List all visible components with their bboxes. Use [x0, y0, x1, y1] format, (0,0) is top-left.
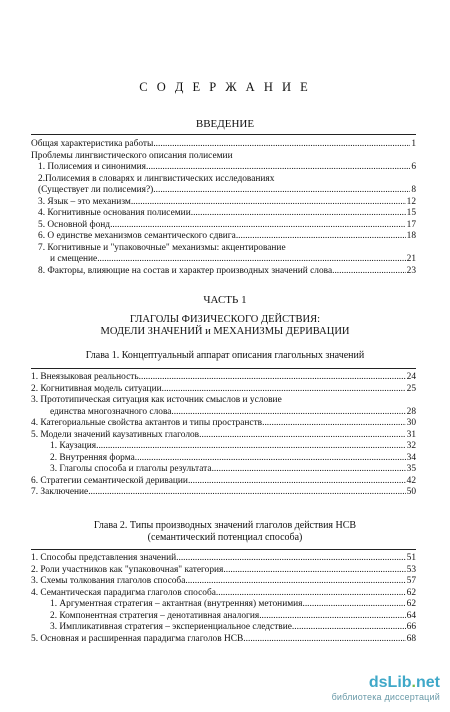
toc-entry-page: 32 — [406, 441, 416, 451]
toc-entry-text: 7. Заключение ..... — [31, 487, 416, 499]
toc-entry-text: 2. Внутренняя форма ..... — [31, 453, 416, 465]
toc-entry-page: 62 — [406, 587, 416, 598]
toc-entry — [31, 588, 416, 600]
toc-entry — [31, 208, 416, 220]
toc-entry — [31, 476, 416, 488]
chapter1-list — [31, 372, 416, 499]
toc-entry-page: 24 — [406, 372, 416, 382]
toc-entry — [31, 634, 416, 646]
toc-entry-text: 3. Импликативная стратегия – экспериенциальное следствие ..... — [31, 622, 416, 634]
toc-entry-page: 64 — [406, 610, 416, 621]
toc-entry — [31, 372, 416, 384]
toc-entry-page: 21 — [406, 254, 416, 264]
toc-entry — [31, 151, 416, 163]
toc-entry-text: и смещение ..... — [31, 254, 416, 266]
toc-entry-text: 1. Полисемия и синонимия ..... — [31, 162, 416, 174]
chapter2-heading-line2: (семантический потенциал способа) — [147, 532, 303, 543]
toc-entry-page: 42 — [406, 475, 416, 486]
toc-entry — [31, 553, 416, 565]
page-title: С О Д Е Р Ж А Н И Е — [139, 80, 311, 94]
toc-entry-page: 6 — [411, 162, 416, 172]
toc-entry — [31, 441, 416, 453]
watermark-logo — [330, 674, 440, 692]
toc-entry — [31, 266, 416, 278]
toc-entry — [31, 162, 416, 174]
toc-entry — [31, 418, 416, 430]
toc-entry-page: 18 — [406, 231, 416, 241]
toc-entry-text: единства многозначного слова ..... — [31, 407, 416, 419]
toc-entry — [31, 254, 416, 266]
toc-entry — [31, 611, 416, 623]
toc-entry-text: 4. Категориальные свойства актантов и типы пространств ..... — [31, 418, 416, 430]
toc-entry-text: 7. Когнитивные и "упаковочные" механизмы: акцентирование — [38, 242, 286, 253]
toc-entry — [31, 565, 416, 577]
chapter2-rule — [31, 549, 416, 550]
part1-title-line1: ГЛАГОЛЫ ФИЗИЧЕСКОГО ДЕЙСТВИЯ: — [129, 314, 321, 325]
toc-entry-text: 3. Язык – это механизм ..... — [31, 197, 416, 209]
toc-entry-text: 3. Прототипическая ситуация как источник смыслов и условие — [31, 395, 282, 405]
toc-entry-page: 51 — [406, 553, 416, 563]
toc-entry-text: 5. Модели значений каузативных глаголов ..... — [31, 430, 416, 442]
toc-entry-text: (Существует ли полисемия?) ..... — [31, 185, 416, 197]
toc-entry-page: 53 — [406, 564, 416, 575]
toc-entry-text: 6. О единстве механизмов семантического сдвига ..... — [31, 231, 416, 243]
watermark-logo-dot: . — [411, 674, 416, 691]
toc-entry-text: Проблемы лингвистического описания полисемии — [31, 150, 233, 161]
toc-entry — [31, 243, 416, 255]
toc-entry-text: 1. Аргументная стратегия – актантная (внутренняя) метонимия ..... — [31, 599, 416, 611]
toc-entry-text: 4. Когнитивные основания полисемии ..... — [31, 208, 416, 220]
toc-entry-text: 1. Способы представления значений ..... — [31, 553, 416, 565]
toc-entry — [31, 453, 416, 465]
toc-entry — [31, 576, 416, 588]
watermark-tagline: библиотека диссертаций — [331, 692, 440, 702]
part1-label: ЧАСТЬ 1 — [203, 294, 247, 306]
toc-entry — [31, 395, 416, 407]
toc-entry-text: 2. Когнитивная модель ситуации ..... — [31, 384, 416, 396]
chapter1-rule — [31, 368, 416, 369]
chapter2-list — [31, 553, 416, 645]
toc-entry-text: 3. Глаголы способа и глаголы результата ..... — [31, 464, 416, 476]
part1-title-line2: МОДЕЛИ ЗНАЧЕНИЙ и МЕХАНИЗМЫ ДЕРИВАЦИИ — [100, 326, 350, 337]
toc-entry-text: 5. Основная и расширенная парадигма глаголов НСВ ..... — [31, 634, 416, 646]
toc-entry-page: 62 — [406, 599, 416, 609]
intro-rule — [31, 134, 416, 135]
toc-entry-page: 12 — [406, 196, 416, 207]
watermark — [330, 674, 440, 702]
toc-entry-text: 5. Основной фонд ..... — [31, 220, 416, 232]
toc-entry-page: 28 — [406, 406, 416, 417]
toc-entry-text: 2.Полисемия в словарях и лингвистических исследованиях — [38, 173, 275, 184]
toc-entry-text: 1. Внеязыковая реальность ..... — [31, 372, 416, 384]
toc-entry — [31, 464, 416, 476]
toc-entry-page: 66 — [406, 622, 416, 632]
toc-entry-page: 35 — [406, 464, 416, 474]
toc-entry-page: 57 — [406, 576, 416, 586]
toc-entry-page: 68 — [406, 633, 416, 644]
toc-entry-text: 6. Стратегии семантической деривации ..... — [31, 476, 416, 488]
toc-entry — [31, 384, 416, 396]
toc-entry — [31, 197, 416, 209]
toc-entry — [31, 139, 416, 151]
toc-entry — [31, 599, 416, 611]
toc-entry-page: 8 — [411, 185, 416, 195]
toc-entry — [31, 622, 416, 634]
toc-entry — [31, 430, 416, 442]
toc-entry-text: 8. Факторы, влияющие на состав и характер производных значений слова ..... — [31, 266, 416, 278]
toc-entry-page: 31 — [406, 429, 416, 440]
watermark-logo-main: dsLib — [368, 674, 412, 691]
toc-entry-text: 3. Схемы толкования глаголов способа ..... — [31, 576, 416, 588]
toc-entry — [31, 185, 416, 197]
watermark-logo-tld: net — [416, 674, 440, 691]
toc-entry-page: 34 — [406, 452, 416, 463]
toc-entry-text: 2. Роли участников как "упаковочная" категория ..... — [31, 565, 416, 577]
toc-entry-page: 30 — [406, 418, 416, 428]
toc-entry — [31, 220, 416, 232]
toc-entry-page: 23 — [406, 265, 416, 276]
toc-entry — [31, 407, 416, 419]
toc-entry — [31, 231, 416, 243]
intro-list — [31, 139, 416, 277]
toc-entry-text: Общая характеристика работы ..... — [31, 139, 416, 151]
toc-entry-text: 1. Каузация ..... — [31, 441, 416, 453]
chapter1-heading: Глава 1. Концептуальный аппарат описания глагольных значений — [85, 350, 365, 361]
toc-entry-page: 17 — [406, 219, 416, 230]
toc-entry-page: 25 — [406, 383, 416, 394]
toc-entry-text: 4. Семантическая парадигма глаголов способа ..... — [31, 588, 416, 600]
toc-entry-page: 50 — [406, 487, 416, 497]
intro-heading: ВВЕДЕНИЕ — [195, 118, 255, 130]
toc-entry-page: 15 — [406, 208, 416, 218]
toc-entry — [31, 174, 416, 186]
toc-entry — [31, 487, 416, 499]
chapter2-heading-line1: Глава 2. Типы производных значений глаголов действия НСВ — [93, 520, 357, 531]
toc-entry-text: 2. Компонентная стратегия – денотативная аналогия ..... — [31, 611, 416, 623]
toc-entry-page: 1 — [411, 139, 416, 149]
